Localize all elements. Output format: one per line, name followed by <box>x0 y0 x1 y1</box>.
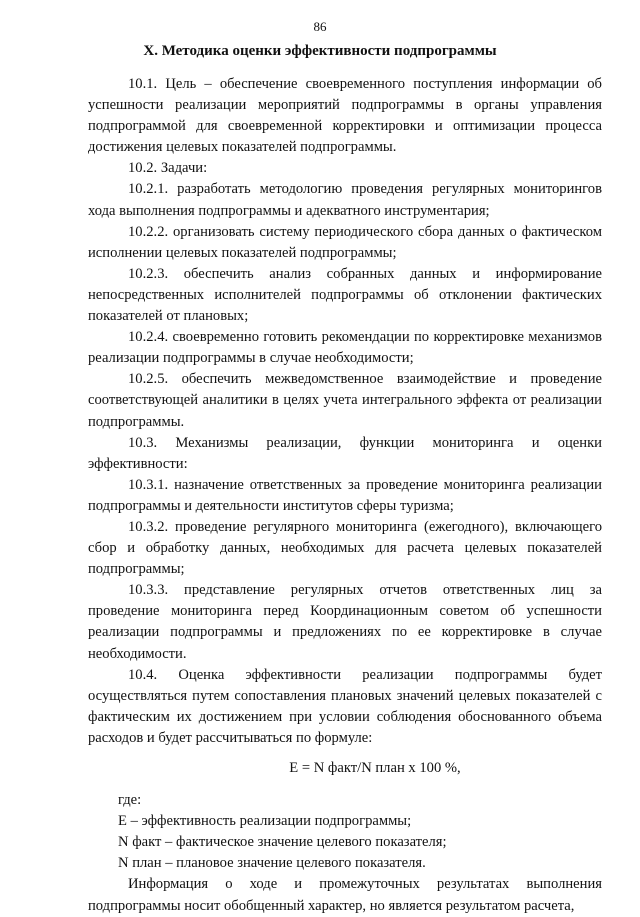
section-title: X. Методика оценки эффективности подпрограммы <box>143 43 497 59</box>
page-number: 86 <box>313 19 327 34</box>
paragraph-10-4: 10.4. Оценка эффективности реализации подпрограммы будет осуществляться путем сопоставления плановых значений целевых показателей с фактическим их достижением при условии соблюдения обоснованного объема расходов и будет рассчитываться по формуле: <box>88 666 602 746</box>
definition-e: E – эффективность реализации подпрограммы; <box>118 813 412 830</box>
paragraph-10-3: 10.3. Механизмы реализации, функции мониторинга и оценки эффективности: <box>88 434 602 472</box>
paragraph-10-3-1: 10.3.1. назначение ответственных за проведение мониторинга реализации подпрограммы и деятельности институтов сферы туризма; <box>88 476 602 514</box>
paragraph-10-1: 10.1. Цель – обеспечение своевременного поступления информации об успешности реализации мероприятий подпрограммы в органы управления подпрограммой для своевременной корректировки и оптимизации процесса достижения целевых показателей подпрограммы. <box>88 76 602 156</box>
definition-n-fact: N факт – фактическое значение целевого показателя; <box>118 834 447 851</box>
paragraph-10-2-4: 10.2.4. своевременно готовить рекомендации по корректировке механизмов реализации подпрограммы в случае необходимости; <box>88 329 602 367</box>
definition-n-plan: N план – плановое значение целевого показателя. <box>118 855 426 872</box>
paragraph-10-3-2: 10.3.2. проведение регулярного мониторинга (ежегодного), включающего сбор и обработку данных, необходимых для расчета целевых показателей подпрограммы; <box>88 518 602 578</box>
paragraph-10-2: 10.2. Задачи: <box>128 160 208 177</box>
paragraph-10-2-1: 10.2.1. разработать методологию проведения регулярных мониторингов хода выполнения подпрограммы и адекватного инструментария; <box>88 181 602 219</box>
paragraph-10-3-3: 10.3.3. представление регулярных отчетов ответственных лиц за проведение мониторинга перед Координационным советом об успешности реализации подпрограммы и предложениях по ее корректировке в случае необходимости. <box>88 582 602 662</box>
paragraph-10-2-3: 10.2.3. обеспечить анализ собранных данных и информирование непосредственных исполнителей подпрограммы об отклонении фактических показателей от плановых; <box>88 265 602 325</box>
efficiency-formula: E = N факт/N план х 100 %, <box>289 760 461 776</box>
closing-paragraph: Информация о ходе и промежуточных результатах выполнения подпрограммы носит обобщенный характер, но является результатом расчета, <box>88 876 602 914</box>
where-label: где: <box>118 792 142 809</box>
paragraph-10-2-5: 10.2.5. обеспечить межведомственное взаимодействие и проведение соответствующей аналитики в целях учета интегрального эффекта от реализации подпрограммы. <box>88 371 602 430</box>
paragraph-10-2-2: 10.2.2. организовать систему периодического сбора данных о фактическом исполнении целевых показателей подпрограммы; <box>88 223 602 261</box>
document-body <box>88 74 602 917</box>
